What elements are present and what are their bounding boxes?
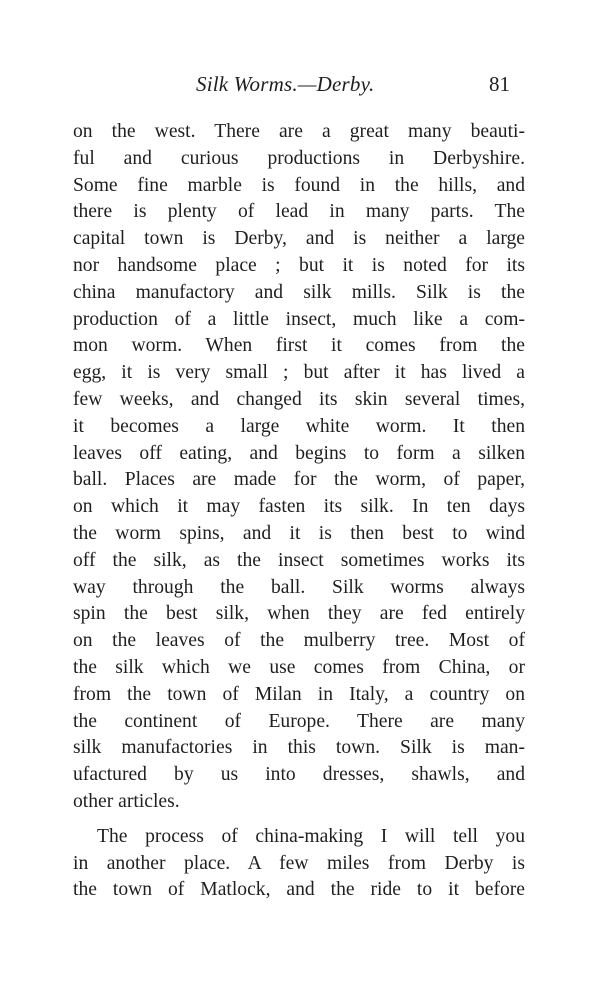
text-line: spin the best silk, when they are fed entirely <box>73 603 525 625</box>
text-line: off the silk, as the insect sometimes works its <box>73 549 525 571</box>
paragraph-gap <box>73 816 525 824</box>
text-line: on the leaves of the mulberry tree. Most of <box>73 630 525 652</box>
text-line: it becomes a large white worm. It then <box>73 415 525 437</box>
text-line: mon worm. When first it comes from the <box>73 335 525 357</box>
text-line: production of a little insect, much like a com- <box>73 308 525 330</box>
text-line: silk manufactories in this town. Silk is man- <box>73 737 525 759</box>
text-line: in another place. A few miles from Derby is <box>73 852 525 874</box>
text-line: the silk which we use comes from China, or <box>73 656 525 678</box>
text-line: china manufactory and silk mills. Silk is the <box>73 281 525 303</box>
text-line: from the town of Milan in Italy, a country on <box>73 683 525 705</box>
text-line: ful and curious productions in Derbyshire. <box>73 147 525 169</box>
paragraph-1 <box>73 119 525 816</box>
text-line: way through the ball. Silk worms always <box>73 576 525 598</box>
text-line: leaves off eating, and begins to form a silken <box>73 442 525 464</box>
page-number: 81 <box>489 72 510 96</box>
text-line: on the west. There are a great many beauti- <box>73 121 525 142</box>
paragraph-2 <box>73 824 525 904</box>
text-line: the continent of Europe. There are many <box>73 710 525 732</box>
body-text <box>73 119 525 904</box>
text-line: there is plenty of lead in many parts. The <box>73 201 525 223</box>
text-line: The process of china-making I will tell you <box>97 825 525 847</box>
text-line: few weeks, and changed its skin several times, <box>73 388 525 410</box>
text-line: egg, it is very small ; but after it has lived a <box>73 362 525 384</box>
text-line: nor handsome place ; but it is noted for its <box>73 254 525 276</box>
text-line: the worm spins, and it is then best to wind <box>73 522 525 544</box>
text-line: on which it may fasten its silk. In ten days <box>73 496 525 518</box>
text-line: ufactured by us into dresses, shawls, and <box>73 764 525 786</box>
text-line: other articles. <box>73 790 180 812</box>
text-line: ball. Places are made for the worm, of paper, <box>73 469 525 491</box>
text-line: Some fine marble is found in the hills, and <box>73 174 525 196</box>
running-head <box>0 72 602 106</box>
text-line: the town of Matlock, and the ride to it before <box>73 879 525 901</box>
text-line: capital town is Derby, and is neither a large <box>73 228 525 250</box>
running-title: Silk Worms.—Derby. <box>196 72 375 96</box>
